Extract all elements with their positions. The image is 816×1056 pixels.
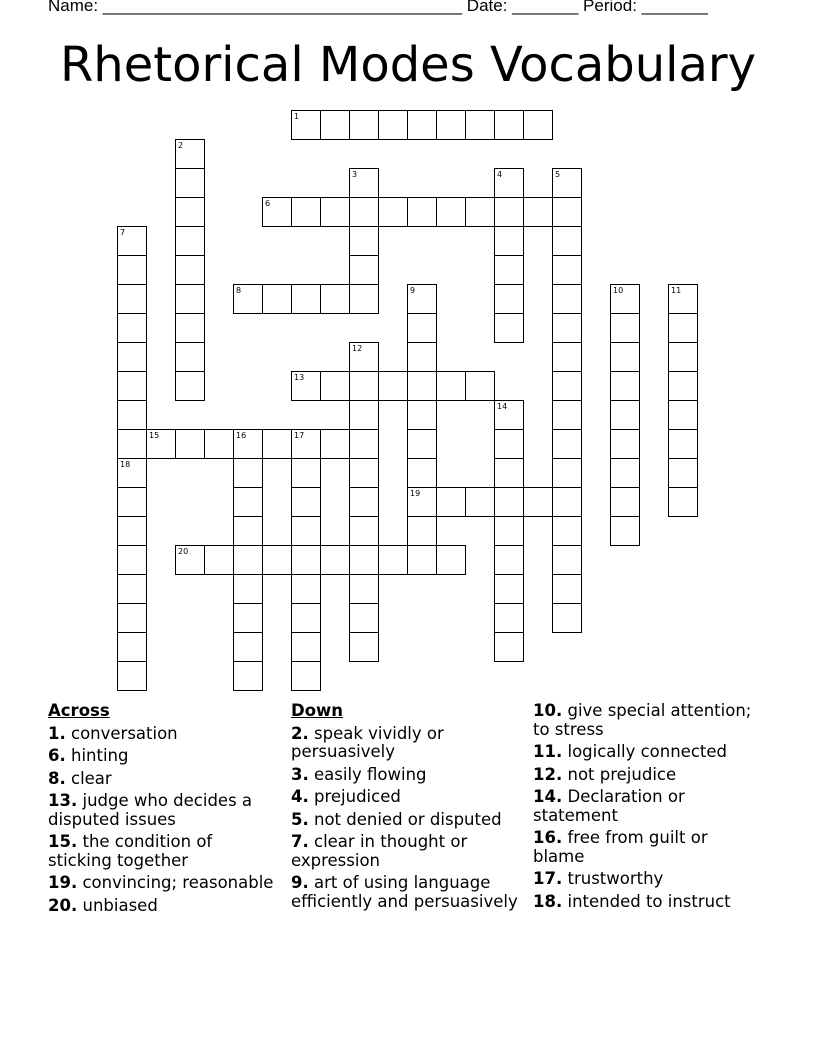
grid-cell[interactable]	[291, 110, 321, 140]
grid-cell[interactable]	[668, 429, 698, 459]
clue-item	[48, 770, 276, 789]
grid-cell[interactable]	[175, 545, 205, 575]
cell-number: 6	[265, 199, 271, 208]
grid-cell[interactable]	[291, 516, 321, 546]
clue-text: logically connected	[567, 742, 727, 761]
grid-cell[interactable]	[349, 197, 379, 227]
grid-cell[interactable]	[349, 342, 379, 372]
clue-number: 3.	[291, 764, 309, 784]
grid-cell[interactable]	[320, 429, 350, 459]
grid-cell[interactable]	[610, 487, 640, 517]
grid-cell[interactable]	[204, 429, 234, 459]
clue-text: trustworthy	[567, 869, 664, 888]
cell-number: 16	[236, 431, 247, 440]
grid-cell[interactable]	[117, 458, 147, 488]
cell-number: 20	[178, 547, 189, 556]
cell-number: 2	[178, 141, 184, 150]
cell-number: 12	[352, 344, 363, 353]
grid-cell[interactable]	[117, 313, 147, 343]
grid-cell[interactable]	[610, 458, 640, 488]
clue-number: 12.	[533, 764, 563, 784]
clue-text: speak vividly or persuasively	[291, 723, 444, 761]
grid-cell[interactable]	[552, 603, 582, 633]
grid-cell[interactable]	[117, 284, 147, 314]
cell-number: 19	[410, 489, 421, 498]
grid-cell[interactable]	[494, 458, 524, 488]
clue-text: hinting	[71, 746, 129, 765]
clue-number: 11.	[533, 742, 563, 761]
grid-cell[interactable]	[610, 284, 640, 314]
grid-cell[interactable]	[465, 197, 495, 227]
grid-cell[interactable]	[552, 342, 582, 372]
grid-cell[interactable]	[233, 458, 263, 488]
clue-item	[291, 811, 519, 830]
clue-number: 18.	[533, 891, 563, 911]
grid-cell[interactable]	[233, 661, 263, 691]
grid-cell[interactable]	[407, 284, 437, 314]
grid-cell[interactable]	[465, 110, 495, 140]
down-clues-continued-column	[533, 702, 758, 915]
clue-item	[48, 747, 276, 766]
grid-cell[interactable]	[668, 487, 698, 517]
grid-cell[interactable]	[262, 284, 292, 314]
grid-cell[interactable]	[175, 313, 205, 343]
grid-cell[interactable]	[320, 545, 350, 575]
grid-cell[interactable]	[552, 574, 582, 604]
clue-number: 4.	[291, 787, 309, 806]
grid-cell[interactable]	[175, 284, 205, 314]
grid-cell[interactable]	[291, 371, 321, 401]
grid-cell[interactable]	[494, 400, 524, 430]
cell-number: 11	[671, 286, 682, 295]
grid-cell[interactable]	[117, 371, 147, 401]
grid-cell[interactable]	[610, 371, 640, 401]
clue-text: clear in thought or expression	[291, 832, 468, 870]
grid-cell[interactable]	[117, 632, 147, 662]
grid-cell[interactable]	[233, 603, 263, 633]
grid-cell[interactable]	[320, 197, 350, 227]
clue-text: Declaration or statement	[533, 787, 685, 825]
cell-number: 1	[294, 112, 300, 121]
cell-number: 13	[294, 373, 305, 382]
clue-text: easily flowing	[314, 764, 427, 784]
grid-cell[interactable]	[668, 342, 698, 372]
clue-item	[533, 766, 758, 785]
grid-cell[interactable]	[494, 516, 524, 546]
grid-cell[interactable]	[552, 487, 582, 517]
grid-cell[interactable]	[117, 516, 147, 546]
grid-cell[interactable]	[552, 545, 582, 575]
clue-item	[291, 874, 519, 911]
grid-cell[interactable]	[117, 545, 147, 575]
cell-number: 9	[410, 286, 416, 295]
grid-cell[interactable]	[175, 342, 205, 372]
grid-cell[interactable]	[349, 545, 379, 575]
grid-cell[interactable]	[407, 197, 437, 227]
grid-cell[interactable]	[117, 400, 147, 430]
clue-item	[291, 725, 519, 762]
grid-cell[interactable]	[117, 487, 147, 517]
grid-cell[interactable]	[610, 516, 640, 546]
grid-cell[interactable]	[349, 429, 379, 459]
grid-cell[interactable]	[117, 661, 147, 691]
grid-cell[interactable]	[378, 545, 408, 575]
grid-cell[interactable]	[523, 197, 553, 227]
grid-cell[interactable]	[175, 429, 205, 459]
grid-cell[interactable]	[320, 110, 350, 140]
clue-number: 16.	[533, 828, 563, 847]
grid-cell[interactable]	[668, 400, 698, 430]
down-heading: Down	[291, 701, 344, 720]
clue-item	[48, 897, 276, 916]
grid-cell[interactable]	[233, 429, 263, 459]
grid-cell[interactable]	[610, 313, 640, 343]
clue-text: the condition of sticking together	[48, 832, 213, 870]
grid-cell[interactable]	[291, 429, 321, 459]
grid-cell[interactable]	[349, 400, 379, 430]
clue-number: 6.	[48, 746, 66, 765]
cell-number: 17	[294, 431, 305, 440]
grid-cell[interactable]	[523, 487, 553, 517]
clue-number: 9.	[291, 873, 309, 892]
clue-text: unbiased	[82, 895, 158, 915]
clue-item	[48, 833, 276, 870]
clue-number: 2.	[291, 723, 309, 743]
grid-cell[interactable]	[610, 342, 640, 372]
cell-number: 8	[236, 286, 242, 295]
clue-item	[291, 788, 519, 807]
grid-cell[interactable]	[291, 545, 321, 575]
grid-cell[interactable]	[668, 284, 698, 314]
grid-cell[interactable]	[407, 545, 437, 575]
grid-cell[interactable]	[291, 632, 321, 662]
grid-cell[interactable]	[233, 545, 263, 575]
cell-number: 7	[120, 228, 126, 237]
grid-cell[interactable]	[175, 139, 205, 169]
grid-cell[interactable]	[552, 516, 582, 546]
cell-number: 14	[497, 402, 508, 411]
clue-item	[533, 702, 758, 739]
cell-number: 15	[149, 431, 160, 440]
clue-item	[533, 788, 758, 825]
across-heading: Across	[48, 701, 110, 720]
page-title: Rhetorical Modes Vocabulary	[59, 37, 757, 93]
grid-cell[interactable]	[552, 255, 582, 285]
grid-cell[interactable]	[407, 400, 437, 430]
down-clue-list	[291, 725, 519, 912]
name-date-period-line: Name: ______________________________________ Date: _______ Period: _______	[48, 0, 708, 15]
cell-number: 18	[120, 460, 131, 469]
grid-cell[interactable]	[349, 487, 379, 517]
grid-cell[interactable]	[291, 603, 321, 633]
grid-cell[interactable]	[349, 632, 379, 662]
clue-number: 8.	[48, 768, 66, 788]
grid-cell[interactable]	[552, 284, 582, 314]
grid-cell[interactable]	[494, 429, 524, 459]
grid-cell[interactable]	[175, 255, 205, 285]
clue-number: 1.	[48, 723, 66, 743]
clue-text: clear	[71, 768, 112, 788]
clue-text: judge who decides a disputed issues	[48, 791, 253, 829]
grid-cell[interactable]	[204, 545, 234, 575]
grid-cell[interactable]	[291, 574, 321, 604]
grid-cell[interactable]	[436, 197, 466, 227]
clue-number: 14.	[533, 787, 563, 806]
grid-cell[interactable]	[668, 313, 698, 343]
grid-cell[interactable]	[233, 574, 263, 604]
clue-text: art of using language efficiently and persuasively	[291, 873, 518, 911]
clue-number: 15.	[48, 832, 78, 851]
grid-cell[interactable]	[378, 197, 408, 227]
grid-cell[interactable]	[233, 632, 263, 662]
clue-number: 20.	[48, 895, 78, 915]
grid-cell[interactable]	[494, 574, 524, 604]
grid-cell[interactable]	[407, 313, 437, 343]
grid-cell[interactable]	[349, 226, 379, 256]
clue-number: 5.	[291, 809, 309, 829]
grid-cell[interactable]	[262, 197, 292, 227]
grid-cell[interactable]	[349, 574, 379, 604]
clue-number: 7.	[291, 832, 309, 851]
cell-number: 4	[497, 170, 503, 179]
clue-item	[48, 725, 276, 744]
down-clues-column	[291, 702, 519, 915]
grid-cell[interactable]	[552, 371, 582, 401]
grid-cell[interactable]	[465, 371, 495, 401]
clue-text: intended to instruct	[567, 891, 731, 911]
grid-cell[interactable]	[175, 371, 205, 401]
grid-cell[interactable]	[465, 487, 495, 517]
grid-cell[interactable]	[175, 168, 205, 198]
grid-cell[interactable]	[349, 110, 379, 140]
grid-cell[interactable]	[407, 429, 437, 459]
clue-text: give special attention; to stress	[533, 701, 752, 739]
grid-cell[interactable]	[494, 603, 524, 633]
clue-text: free from guilt or blame	[533, 828, 708, 866]
across-clues-column	[48, 702, 276, 919]
grid-cell[interactable]	[494, 284, 524, 314]
grid-cell[interactable]	[552, 400, 582, 430]
grid-cell[interactable]	[407, 110, 437, 140]
clue-text: convincing; reasonable	[82, 873, 274, 892]
grid-cell[interactable]	[349, 255, 379, 285]
grid-cell[interactable]	[349, 603, 379, 633]
grid-cell[interactable]	[407, 487, 437, 517]
clue-item	[533, 743, 758, 762]
grid-cell[interactable]	[117, 603, 147, 633]
grid-cell[interactable]	[552, 168, 582, 198]
grid-cell[interactable]	[378, 371, 408, 401]
grid-cell[interactable]	[291, 661, 321, 691]
grid-cell[interactable]	[494, 110, 524, 140]
grid-cell[interactable]	[494, 197, 524, 227]
grid-cell[interactable]	[494, 226, 524, 256]
grid-cell[interactable]	[291, 284, 321, 314]
grid-cell[interactable]	[668, 458, 698, 488]
grid-cell[interactable]	[494, 255, 524, 285]
grid-cell[interactable]	[233, 284, 263, 314]
clue-item	[291, 833, 519, 870]
grid-cell[interactable]	[668, 371, 698, 401]
grid-cell[interactable]	[146, 429, 176, 459]
grid-cell[interactable]	[291, 487, 321, 517]
grid-cell[interactable]	[552, 458, 582, 488]
grid-cell[interactable]	[320, 284, 350, 314]
grid-cell[interactable]	[436, 545, 466, 575]
clue-text: not denied or disputed	[314, 809, 502, 829]
clue-item	[48, 874, 276, 893]
grid-cell[interactable]	[552, 226, 582, 256]
clue-text: not prejudice	[567, 764, 677, 784]
clue-item	[533, 870, 758, 889]
grid-cell[interactable]	[610, 429, 640, 459]
across-clue-list	[48, 725, 276, 916]
clue-text: conversation	[71, 723, 178, 743]
grid-cell[interactable]	[494, 545, 524, 575]
grid-cell[interactable]	[378, 110, 408, 140]
grid-cell[interactable]	[407, 342, 437, 372]
grid-cell[interactable]	[436, 487, 466, 517]
clue-item	[533, 829, 758, 866]
grid-cell[interactable]	[291, 197, 321, 227]
grid-cell[interactable]	[117, 226, 147, 256]
cell-number: 5	[555, 170, 561, 179]
clue-number: 19.	[48, 873, 78, 892]
grid-cell[interactable]	[494, 168, 524, 198]
grid-cell[interactable]	[233, 516, 263, 546]
grid-cell[interactable]	[117, 429, 147, 459]
cell-number: 3	[352, 170, 358, 179]
grid-cell[interactable]	[494, 632, 524, 662]
grid-cell[interactable]	[349, 168, 379, 198]
grid-cell[interactable]	[233, 487, 263, 517]
grid-cell[interactable]	[291, 458, 321, 488]
grid-cell[interactable]	[349, 284, 379, 314]
clue-number: 17.	[533, 869, 563, 888]
grid-cell[interactable]	[407, 458, 437, 488]
clue-text: prejudiced	[314, 787, 401, 806]
grid-cell[interactable]	[262, 429, 292, 459]
grid-cell[interactable]	[610, 400, 640, 430]
grid-cell[interactable]	[320, 371, 350, 401]
grid-cell[interactable]	[117, 255, 147, 285]
grid-cell[interactable]	[349, 516, 379, 546]
grid-cell[interactable]	[552, 429, 582, 459]
grid-cell[interactable]	[436, 371, 466, 401]
grid-cell[interactable]	[349, 458, 379, 488]
grid-cell[interactable]	[407, 516, 437, 546]
grid-cell[interactable]	[552, 197, 582, 227]
grid-cell[interactable]	[175, 226, 205, 256]
clue-number: 10.	[533, 701, 563, 720]
grid-cell[interactable]	[552, 313, 582, 343]
grid-cell[interactable]	[175, 197, 205, 227]
clue-number: 13.	[48, 791, 78, 810]
grid-cell[interactable]	[494, 487, 524, 517]
grid-cell[interactable]	[117, 574, 147, 604]
down-clue-list-continued	[533, 702, 758, 911]
grid-cell[interactable]	[436, 110, 466, 140]
clue-item	[48, 792, 276, 829]
grid-cell[interactable]	[349, 371, 379, 401]
cell-number: 10	[613, 286, 624, 295]
grid-cell[interactable]	[407, 371, 437, 401]
grid-cell[interactable]	[117, 342, 147, 372]
clue-item	[533, 893, 758, 912]
clue-item	[291, 766, 519, 785]
grid-cell[interactable]	[523, 110, 553, 140]
grid-cell[interactable]	[494, 313, 524, 343]
grid-cell[interactable]	[262, 545, 292, 575]
